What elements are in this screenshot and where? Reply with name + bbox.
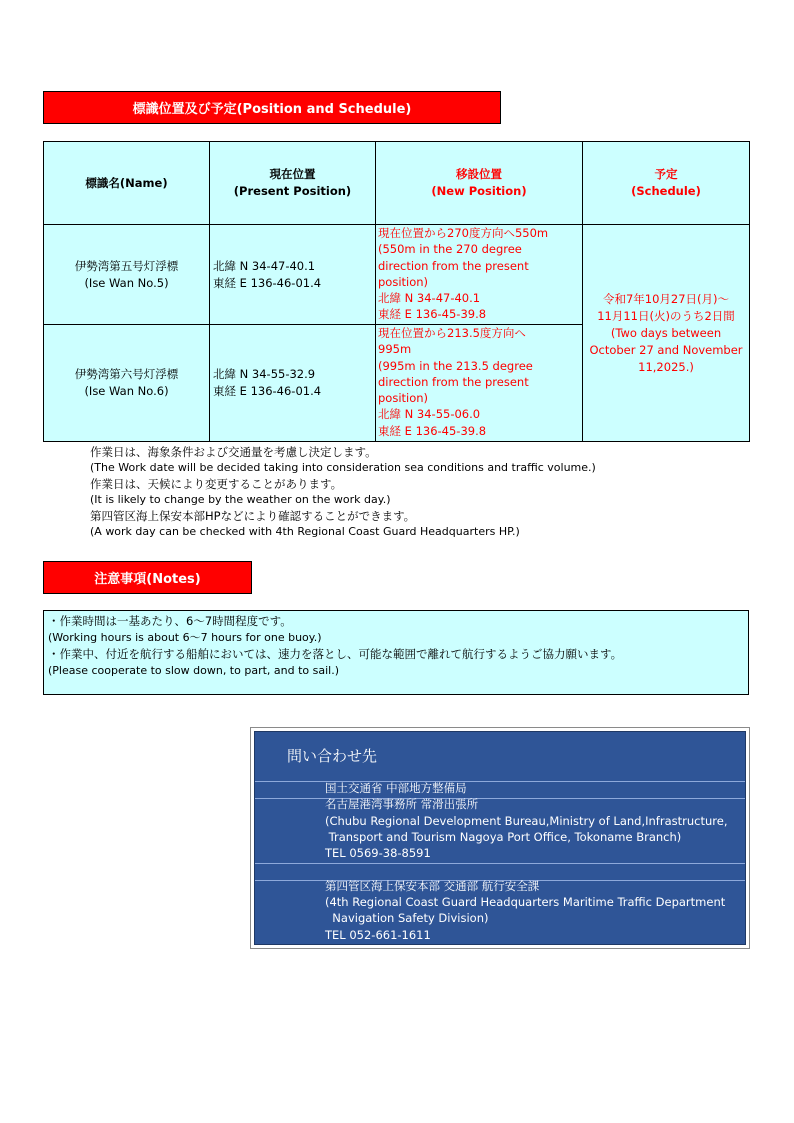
table-row: [44, 225, 750, 325]
work-date-notes: 作業日は、海象条件および交通量を考慮し決定します。 (The Work date will be decided taking into consideration sea conditions and traffic volume.) 作業日は、天候により変更することがあります。 (It is likely to change by the weather on the work day.) 第四管区海上保安本部HPなどにより確認することができます。 (A work day can be checked with 4th Regional Coast Guard Headquarters HP.): [90, 445, 596, 538]
contact-details: 国土交通省 中部地方整備局 名古屋港湾事務所 常滑出張所 (Chubu Regional Development Bureau,Ministry of Land,Infrastructure, Transport and Tourism Nagoya Port Office, Tokoname Branch) TEL 0569-38-8591 第四管区海上保安本部 交通部 航行安全課 (4th Regional Coast Guard Headquarters Maritime Traffic Department Navigation Safety Division) TEL 052-661-1611: [325, 781, 728, 942]
position-schedule-header: [43, 91, 501, 124]
header-schedule: 予定 (Schedule): [583, 142, 750, 225]
new-position-cell: 現在位置から213.5度方向へ 995m (995m in the 213.5 degree direction from the present position) 北緯 N 34-55-06.0 東経 E 136-45-39.8: [376, 325, 583, 442]
header-present-position: 現在位置 (Present Position): [210, 142, 376, 225]
header-name: 標識名(Name): [44, 142, 210, 225]
present-position-cell: 北緯 N 34-47-40.1 東経 E 136-46-01.4: [210, 225, 376, 325]
contact-title: 問い合わせ先: [287, 747, 378, 765]
contact-box: [250, 727, 750, 949]
buoy-name-cell: 伊勢湾第六号灯浮標 (Ise Wan No.6): [44, 325, 210, 442]
contact-panel: [254, 731, 746, 945]
notes-header: [43, 561, 252, 594]
schedule-cell: 令和7年10月27日(月)～ 11月11日(火)のうち2日間 (Two days between October 27 and November 11,2025.): [583, 225, 750, 442]
spacer: [325, 861, 727, 877]
position-schedule-title: 標識位置及び予定(Position and Schedule): [132, 102, 412, 117]
header-new-position: 移設位置 (New Position): [376, 142, 583, 225]
notes-title: 注意事項(Notes): [94, 572, 201, 587]
notes-box: ・作業時間は一基あたり、6～7時間程度です。 (Working hours is about 6～7 hours for one buoy.) ・作業中、付近を航行する船舶においては、速力を落とし、可能な範囲で離れて航行するようご協力願います。 (Please cooperate to slow down, to part, and to sail.): [43, 610, 749, 695]
table-header-row: [44, 142, 750, 225]
present-position-cell: 北緯 N 34-55-32.9 東経 E 136-46-01.4: [210, 325, 376, 442]
buoy-name-cell: 伊勢湾第五号灯浮標 (Ise Wan No.5): [44, 225, 210, 325]
new-position-cell: 現在位置から270度方向へ550m (550m in the 270 degree direction from the present position) 北緯 N 34-47-40.1 東経 E 136-45-39.8: [376, 225, 583, 325]
schedule-table: [43, 141, 750, 442]
